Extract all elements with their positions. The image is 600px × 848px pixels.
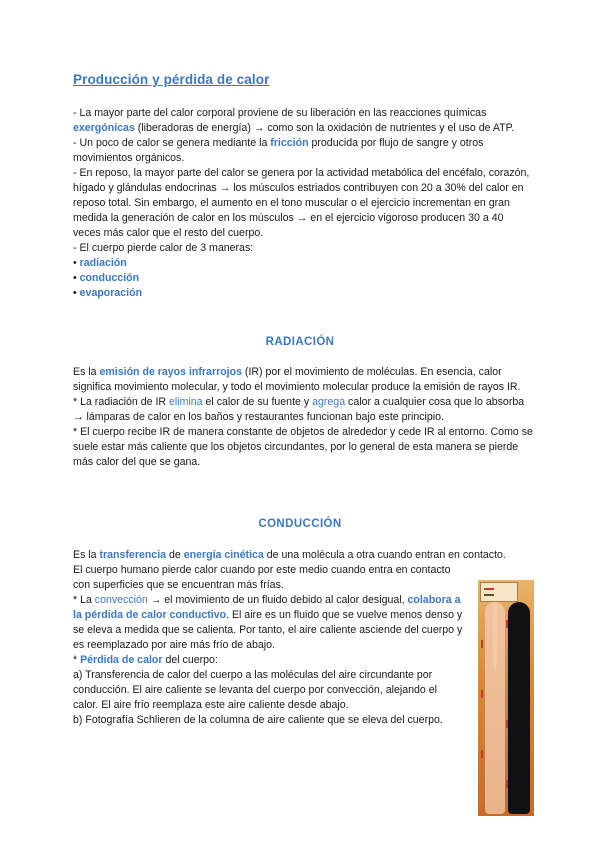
intro-paragraph-1 [73,106,533,136]
text: calor a cualquier cosa que lo absorba → lámparas de calor en los baños y restaurantes funcionan bajo este principio. [73,396,525,423]
section-heading-radiacion: RADIACIÓN [265,336,335,348]
conduccion-lead [73,548,535,563]
highlight-term: agrega [312,396,346,408]
conduccion-paragraph-4 [73,653,463,668]
radiacion-section [73,365,533,470]
text: . El aire es un fluido que se vuelve menos denso y se eleva a medida que se calienta. Por tanto, el aire caliente asciende del cuerpo y es reemplazado por aire más frío de abajo. [73,609,463,651]
intro-section [73,106,533,301]
text: * La radiación de IR [73,396,169,408]
page-title: Producción y pérdida de calor [73,72,270,87]
text: (liberadoras de energía) → como son la oxidación de nutrientes y el uso de ATP. [134,122,515,134]
intro-paragraph-3: - En reposo, la mayor parte del calor se genera por la actividad metabólica del encéfalo, corazón, hígado y glándulas endocrinas → los músculos estriados contribuyen con 20 a 30% del calor en reposo total. Sin embargo, el aumento en el tono muscular o el ejercicio incrementan en gran medida la generación de calor en los músculos → en el ejercicio vigoroso producen 30 a 40 veces más calor que el resto del cuerpo. [73,167,530,239]
highlight-term: convección [94,594,148,606]
conduccion-paragraph-5: a) Transferencia de calor del cuerpo a las moléculas del aire circundante por conducción. El aire caliente se levanta del cuerpo por convección, alejando el calor. El aire frío reemplaza este aire caliente desde abajo. [73,669,437,711]
conduccion-paragraph-3 [73,593,463,653]
text: - La mayor parte del calor corporal proviene de su liberación en las reacciones químicas [73,107,487,119]
text: producida por flujo de sangre y otros movimientos orgánicos. [73,137,484,164]
text: * [73,654,81,666]
text: de una molécula a otra cuando entran en contacto. [263,549,506,561]
radiacion-paragraph-3: * El cuerpo recibe IR de manera constante de objetos de alrededor y cede IR al entorno. Como se suele estar más caliente que los objetos circundantes, por lo general de esta manera se pierde más calor del que se gana. [73,426,533,468]
bullet-item: • conducción [73,272,140,284]
schlieren-silhouette [508,602,530,814]
bullet-label: radiación [79,257,127,269]
heat-arrow-icon [506,620,508,628]
highlight-term: exergónicas [73,122,135,134]
highlight-term: energía cinética [183,549,264,561]
heat-arrow-icon [506,720,508,728]
text: Es la [73,366,100,378]
text: el calor de su fuente y [202,396,313,408]
body-heat-figure [478,580,534,816]
legend-line-brown [484,594,494,596]
heat-arrow-icon [481,640,483,648]
human-body-photo [485,602,505,814]
text: del cuerpo: [162,654,218,666]
conduccion-paragraph-1 [73,548,535,563]
text: Es la [73,549,100,561]
highlight-term: fricción [270,137,309,149]
highlight-term: colabora a la pérdida de calor conductivo [73,594,461,621]
bullet-label: conducción [79,272,140,284]
bullet-item: • evaporación [73,287,143,299]
legend-line-red [484,588,494,590]
text: de [166,549,184,561]
highlight-term: emisión de rayos infrarrojos [99,366,242,378]
radiacion-paragraph-1 [73,365,533,395]
intro-paragraph-4: - El cuerpo pierde calor de 3 maneras: [73,242,254,254]
text: → el movimiento de un fluido debido al calor desigual, [147,594,408,606]
intro-paragraph-2 [73,136,533,166]
figure-legend [480,582,518,602]
text: * La [73,594,95,606]
conduccion-paragraph-2: El cuerpo humano pierde calor cuando por este medio cuando entra en contacto con superficies que se encuentran más frías. [73,564,451,591]
text: (IR) por el movimiento de moléculas. En esencia, calor significa movimiento molecular, y todo el movimiento molecular produce la emisión de rayos IR. [73,366,521,393]
text: - Un poco de calor se genera mediante la [73,137,271,149]
highlight-term: transferencia [99,549,167,561]
conduccion-section [73,563,463,728]
bullet-item: • radiación [73,257,127,269]
heat-arrow-icon [481,750,483,758]
radiacion-paragraph-2 [73,395,533,425]
highlight-term: elimina [169,396,203,408]
section-heading-conduccion: CONDUCCIÓN [258,518,342,530]
bullet-label: evaporación [79,287,143,299]
heat-arrow-icon [481,690,483,698]
heat-arrow-icon [506,780,508,788]
conduccion-paragraph-6: b) Fotografía Schlieren de la columna de aire caliente que se eleva del cuerpo. [73,714,443,726]
highlight-term: Pérdida de calor [80,654,163,666]
